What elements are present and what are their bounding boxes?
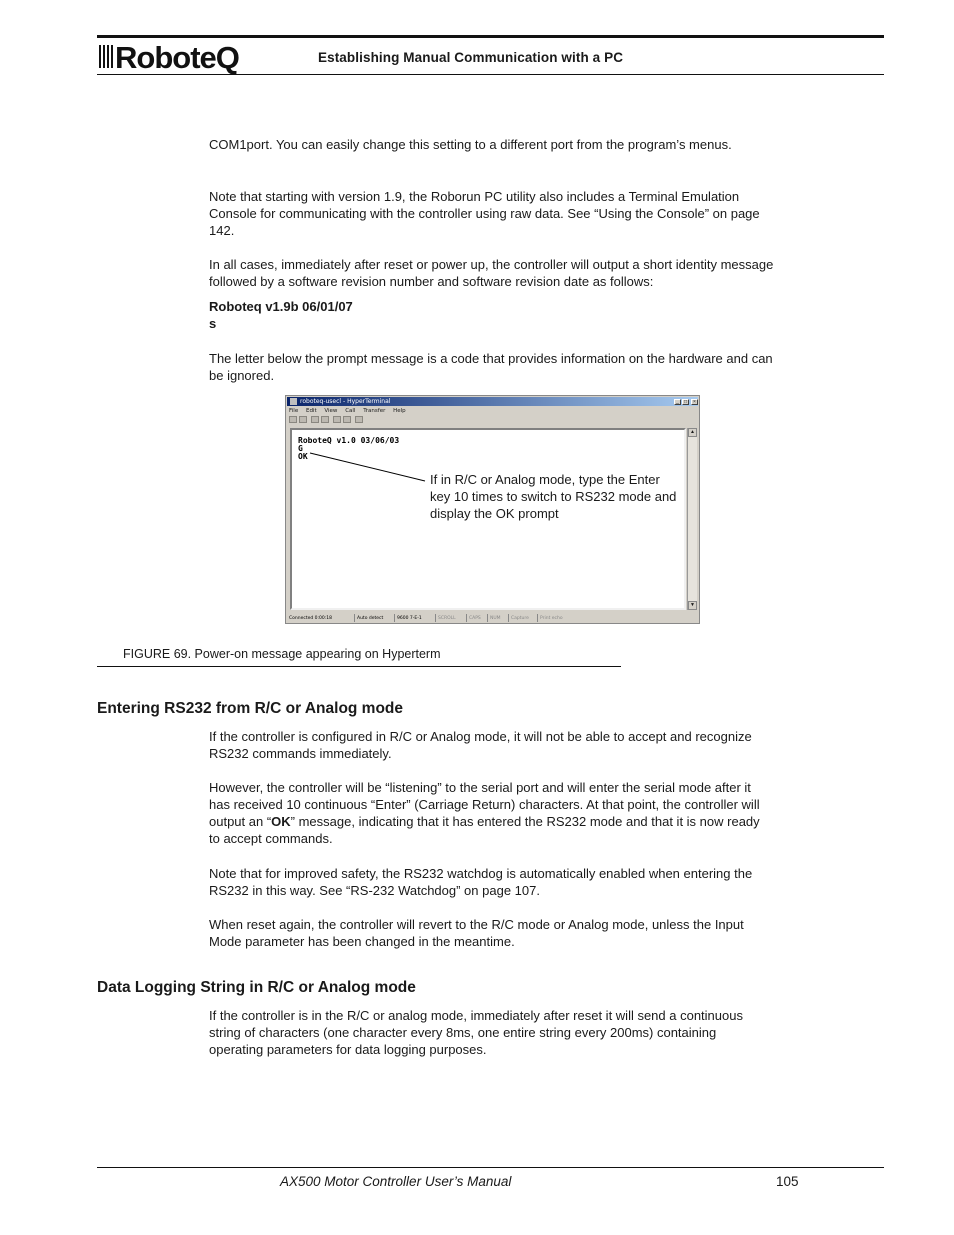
section1-paragraph-3: Note that for improved safety, the RS232 watchdog is automatically enabled when entering the RS232 in this way. See “RS-232 Watchdog” on page 107.	[209, 866, 753, 898]
section-heading-data-logging: Data Logging String in R/C or Analog mode	[97, 979, 416, 996]
figure-callout: If in R/C or Analog mode, type the Enter key 10 times to switch to RS232 mode and display the OK prompt	[430, 472, 677, 521]
phone-icon	[311, 416, 319, 423]
window-title: roboteq-usecl - HyperTerminal	[300, 398, 391, 405]
terminal-scrollbar	[687, 428, 697, 610]
ok-bold: OK	[271, 814, 291, 829]
terminal-line-3: OK	[298, 452, 308, 461]
window-toolbar	[289, 416, 419, 424]
figure-caption: FIGURE 69. Power-on message appearing on Hyperterm	[123, 647, 441, 661]
section-heading-rs232: Entering RS232 from R/C or Analog mode	[97, 700, 404, 717]
window-titlebar	[287, 397, 698, 406]
section2-paragraph-1: If the controller is in the R/C or analog mode, immediately after reset it will send a continuous string of characters (one character every 8ms, one entire string every 200ms) containing operating parameters for data logging purposes.	[209, 1008, 743, 1057]
new-icon	[289, 416, 297, 423]
app-icon	[290, 398, 297, 405]
identity-message-line-2: s	[209, 316, 217, 331]
terminal-line-2: G	[298, 444, 303, 453]
status-print-echo: Print echo	[537, 614, 563, 622]
menu-edit: Edit	[305, 408, 317, 414]
status-baud: 9600 7-E-1	[394, 614, 422, 622]
close-icon: ×	[691, 399, 698, 405]
section1-paragraph-2: However, the controller will be “listening” to the serial port and will enter the serial mode after it has received 10 continuous “Enter” (Carriage Return) characters. At that point, the controller will output an “OK” message, indicating that it has entered the RS232 mode and that it is now ready to accept commands.	[209, 780, 760, 846]
section1-paragraph-1: If the controller is configured in R/C or Analog mode, it will not be able to accept and recognize RS232 commands immediately.	[209, 729, 752, 761]
menu-call: Call	[345, 408, 356, 414]
open-icon	[299, 416, 307, 423]
footer-manual-title: AX500 Motor Controller User’s Manual	[280, 1174, 512, 1189]
header-section-title: Establishing Manual Communication with a PC	[318, 50, 624, 65]
status-capture: Capture	[508, 614, 529, 622]
menu-transfer: Transfer	[363, 408, 386, 414]
footer-rule	[97, 1167, 884, 1168]
status-scroll: SCROLL	[435, 614, 456, 622]
menu-help: Help	[393, 408, 406, 414]
menu-file: File	[289, 408, 299, 414]
scroll-up-icon: ▲	[688, 428, 697, 437]
properties-icon	[355, 416, 363, 423]
header-bottom-rule	[97, 74, 884, 75]
window-status-bar	[287, 614, 698, 623]
disconnect-icon	[321, 416, 329, 423]
logo-wordmark: RoboteQ	[115, 40, 239, 74]
minimize-icon: _	[674, 399, 681, 405]
maximize-icon: □	[683, 399, 688, 405]
intro-paragraph-1: COM1port. You can easily change this setting to a different port from the program’s menus.	[209, 137, 732, 152]
intro-paragraph-2: Note that starting with version 1.9, the Roborun PC utility also includes a Terminal Emulation Console for communicating with the controller using raw data. See “Using the Console” on page 142.	[209, 189, 760, 238]
status-detect: Auto detect	[354, 614, 383, 622]
menu-view: View	[324, 408, 338, 414]
intro-paragraph-4: The letter below the prompt message is a code that provides information on the hardware and can be ignored.	[209, 351, 773, 383]
send-icon	[333, 416, 341, 423]
window-menu-bar	[289, 407, 412, 415]
scroll-down-icon: ▼	[688, 601, 697, 610]
status-connected: Connected 0:00:18	[289, 616, 333, 621]
section1-paragraph-4: When reset again, the controller will revert to the R/C mode or Analog mode, unless the Input Mode parameter has been changed in the meantime.	[209, 917, 744, 949]
terminal-line-1: RoboteQ v1.0 03/06/03	[298, 436, 400, 445]
intro-paragraph-3: In all cases, immediately after reset or power up, the controller will output a short identity message followed by a software revision number and software revision date as follows:	[209, 257, 774, 289]
identity-message-line-1: Roboteq v1.9b 06/01/07	[209, 299, 353, 314]
roboteq-logo	[97, 38, 272, 74]
footer-page-number: 105	[776, 1174, 799, 1189]
status-num: NUM	[487, 614, 501, 622]
caption-rule	[97, 666, 621, 667]
receive-icon	[343, 416, 351, 423]
status-caps: CAPS	[466, 614, 481, 622]
